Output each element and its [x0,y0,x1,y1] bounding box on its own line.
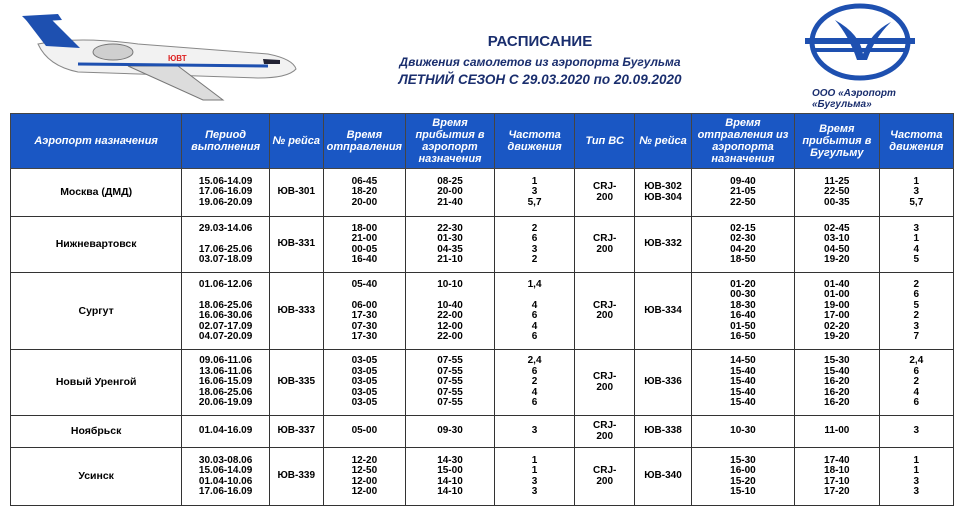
schedule-header [300,0,780,110]
arr-cell [406,416,495,448]
rfreq-cell [879,217,953,273]
arr-cell [406,169,495,217]
freq-value: 6 [531,310,538,321]
rflight-cell [635,350,692,416]
rdep-value: 15-20 [730,475,756,487]
freq-value [497,290,572,301]
rflight-value: ЮВ-338 [644,425,682,437]
rfreq-value: 2 [913,278,920,290]
rdep-value: 22-50 [730,196,756,208]
arr-value: 12-00 [437,320,463,332]
rdep-value: 04-20 [730,243,756,255]
period-value: 03.07-18.09 [198,254,253,265]
dep-value: 17-30 [351,331,378,342]
freq-cell [494,350,574,416]
rfreq-value: 5 [913,299,920,311]
rfreq-cell [879,350,953,416]
column-header: Частота движения [879,114,953,169]
arr-value: 20-00 [437,186,463,198]
rfreq-value: 1 [913,465,920,476]
period-cell [182,416,270,448]
rarr-value: 16-20 [824,376,850,388]
schedule-table [10,113,954,506]
rarr-value: 18-10 [824,465,850,476]
table-row [11,273,954,350]
rdep-value: 09-40 [730,175,756,187]
dep-value [326,290,404,301]
rflight-value: ЮВ-340 [644,470,682,482]
rfreq-value: 1 [913,233,920,244]
arr-value: 04-35 [437,243,463,255]
arr-value: 07-55 [437,376,463,388]
freq-value: 4 [531,320,538,332]
dep-value: 03-05 [351,355,378,367]
rfreq-value: 2 [913,376,920,388]
rfreq-value: 5,7 [909,196,924,208]
season-label: ЛЕТНИЙ СЕЗОН С 29.03.2020 по 20.09.2020 [398,72,682,87]
flight-cell: ЮВ-301 [269,169,323,217]
rarr-value: 19-00 [824,299,850,311]
freq-value: 2 [531,254,538,265]
rdep-value: 15-40 [730,376,756,388]
rflight-cell [635,169,692,217]
rarr-value: 17-20 [824,486,850,497]
column-header: Тип ВС [575,114,635,169]
rfreq-value: 3 [913,475,920,487]
dep-value: 18-20 [351,186,378,198]
table-row [11,350,954,416]
table-row [11,448,954,506]
column-header: Время прибытия в Бугульму [795,114,880,169]
freq-value: 3 [531,475,538,487]
rdep-value: 01-50 [730,320,756,332]
arr-value: 22-00 [437,310,463,321]
rdep-value: 18-50 [730,254,756,265]
dep-value: 03-05 [351,376,378,388]
rfreq-value: 1 [913,175,920,187]
rarr-cell [795,448,880,506]
airplane-image [18,14,303,106]
arr-value: 09-30 [437,425,463,437]
arr-value: 21-10 [437,254,463,265]
dep-value: 06-00 [351,299,378,311]
type-cell: CRJ- 200 [575,217,635,273]
dep-value: 21-00 [351,233,378,244]
rdep-cell [691,350,794,416]
rdep-value: 14-50 [730,355,756,367]
freq-value: 4 [531,299,538,311]
period-value: 01.04-16.09 [198,425,253,437]
destination-cell: Сургут [11,273,182,350]
dep-value: 05-00 [351,425,378,437]
arr-value: 14-30 [437,454,463,466]
arr-value: 15-00 [437,465,463,476]
rarr-value: 19-20 [824,254,850,265]
period-value: 16.06-30.06 [198,310,253,321]
dep-value: 00-05 [351,243,378,255]
period-value: 09.06-11.06 [199,355,253,367]
dep-value: 12-00 [351,486,378,497]
arr-value: 21-40 [437,196,463,208]
rfreq-value: 3 [913,222,920,234]
column-header: Время отправления из аэропорта назначения [691,114,794,169]
rfreq-cell [879,416,953,448]
dep-value: 07-30 [351,320,378,332]
rarr-value: 19-20 [824,331,850,342]
table-row [11,217,954,273]
period-value: 17.06-16.09 [198,486,253,497]
period-value: 20.06-19.09 [198,397,253,409]
dep-value: 06-45 [351,175,378,187]
rdep-cell [691,217,794,273]
rarr-value: 17-10 [824,475,850,487]
table-row [11,169,954,217]
rdep-value: 21-05 [730,186,756,198]
flight-cell: ЮВ-335 [269,350,323,416]
dep-value: 20-00 [351,196,378,208]
period-cell [182,169,270,217]
rarr-cell [795,217,880,273]
dep-value: 03-05 [351,397,378,409]
dep-value: 05-40 [351,278,378,290]
rflight-cell [635,416,692,448]
dep-value: 17-30 [351,310,378,321]
company-name: ООО «Аэропорт «Бугульма» [812,88,896,110]
rfreq-value: 2 [913,310,920,321]
arr-value: 14-10 [437,475,463,487]
rarr-value: 15-40 [824,365,850,377]
freq-value: 3 [531,243,538,255]
type-cell: CRJ- 200 [575,169,635,217]
rarr-cell [795,169,880,217]
flight-cell: ЮВ-331 [269,217,323,273]
rfreq-value: 6 [913,289,920,300]
period-value: 13.06-11.06 [199,365,253,377]
period-value: 18.06-25.06 [198,299,253,311]
rarr-value: 11-25 [824,175,850,187]
rarr-value: 01-40 [824,278,850,290]
period-value [184,290,267,301]
arr-cell [406,448,495,506]
table-row [11,416,954,448]
rflight-cell [635,273,692,350]
dep-cell [323,169,406,217]
rdep-value: 02-15 [730,222,756,234]
dep-cell [323,217,406,273]
rfreq-value: 3 [913,425,920,437]
dep-cell [323,273,406,350]
period-cell [182,350,270,416]
rflight-value: ЮВ-336 [644,376,682,388]
dep-value: 03-05 [351,386,378,398]
type-cell: CRJ- 200 [575,416,635,448]
rflight-value: ЮВ-334 [644,304,682,316]
freq-cell [494,448,574,506]
arr-cell [406,273,495,350]
destination-cell: Нижневартовск [11,217,182,273]
rflight-value: ЮВ-302 [644,181,682,192]
freq-cell [494,169,574,217]
dep-cell [323,416,406,448]
svg-text:ЮВТ: ЮВТ [168,54,187,63]
freq-value: 1 [531,454,538,466]
period-value: 29.03-14.06 [198,222,253,234]
rarr-cell [795,273,880,350]
rdep-value: 16-00 [730,465,756,476]
page-subtitle: Движения самолетов из аэропорта Бугульма [399,55,681,69]
rflight-cell [635,217,692,273]
rdep-value: 16-50 [730,331,756,342]
rflight-cell [635,448,692,506]
arr-value: 10-40 [437,299,463,311]
column-header: Частота движения [494,114,574,169]
rfreq-cell [879,169,953,217]
arr-value: 22-00 [437,331,463,342]
rfreq-value: 4 [913,243,920,255]
period-value: 15.06-14.09 [198,175,253,187]
rfreq-value: 2,4 [909,355,924,367]
rdep-value: 18-30 [730,299,756,311]
arr-value: 08-25 [437,175,463,187]
rflight-value: ЮВ-304 [644,191,682,203]
column-header: № рейса [269,114,323,169]
rflight-value: ЮВ-332 [644,238,682,250]
rarr-value: 02-20 [824,320,850,332]
flight-cell: ЮВ-339 [269,448,323,506]
period-value: 30.03-08.06 [198,454,253,466]
rarr-value: 04-50 [824,243,850,255]
dep-value: 12-20 [351,454,378,466]
freq-value: 6 [531,365,538,377]
type-cell: CRJ- 200 [575,273,635,350]
freq-value: 2 [531,376,538,388]
rfreq-value: 6 [913,365,920,377]
period-cell [182,448,270,506]
column-header: № рейса [635,114,692,169]
rfreq-value: 4 [913,386,920,398]
rfreq-value: 1 [913,454,920,466]
rarr-value: 16-20 [824,397,850,409]
airport-logo [805,2,915,82]
arr-cell [406,217,495,273]
rarr-value: 16-20 [824,386,850,398]
column-header: Период выполнения [182,114,270,169]
rdep-value: 00-30 [730,289,756,300]
freq-value: 6 [531,397,538,409]
arr-value: 07-55 [437,365,463,377]
rfreq-value: 3 [913,486,920,497]
column-header: Аэропорт назначения [11,114,182,169]
arr-value: 07-55 [437,386,463,398]
freq-cell [494,217,574,273]
destination-cell: Новый Уренгой [11,350,182,416]
rdep-value: 02-30 [730,233,756,244]
rarr-value: 03-10 [824,233,850,244]
period-value: 15.06-14.09 [198,465,253,476]
freq-value: 6 [531,233,538,244]
rdep-cell [691,169,794,217]
freq-value: 2,4 [527,355,542,367]
rfreq-cell [879,448,953,506]
rdep-value: 15-30 [730,454,756,466]
rarr-cell [795,350,880,416]
arr-cell [406,350,495,416]
freq-value: 4 [531,386,538,398]
period-value: 17.06-16.09 [198,186,253,198]
freq-value: 2 [531,222,538,234]
rarr-cell [795,416,880,448]
rdep-value: 15-40 [730,365,756,377]
freq-value: 1 [531,465,538,476]
arr-value: 22-30 [437,222,463,234]
rarr-value: 15-30 [824,355,850,367]
rarr-value: 22-50 [824,186,850,198]
rdep-value: 16-40 [730,310,756,321]
destination-cell: Ноябрьск [11,416,182,448]
rdep-value: 01-20 [730,278,756,290]
dep-cell [323,448,406,506]
freq-value: 3 [531,486,538,497]
freq-value: 5,7 [527,196,542,208]
period-value: 16.06-15.09 [198,376,253,388]
period-value: 01.04-10.06 [198,475,253,487]
destination-cell: Усинск [11,448,182,506]
flight-cell: ЮВ-333 [269,273,323,350]
period-value: 17.06-25.06 [198,243,253,255]
destination-cell: Москва (ДМД) [11,169,182,217]
column-header: Время отправления [323,114,406,169]
dep-cell [323,350,406,416]
type-cell: CRJ- 200 [575,448,635,506]
rdep-cell [691,273,794,350]
freq-cell [494,273,574,350]
rarr-value: 17-40 [824,454,850,466]
rfreq-value: 3 [913,186,920,198]
table-header-row [11,114,954,169]
freq-value: 6 [531,331,538,342]
arr-value: 07-55 [437,397,463,409]
period-cell [182,217,270,273]
freq-cell [494,416,574,448]
type-cell: CRJ- 200 [575,350,635,416]
freq-value: 3 [531,425,538,437]
arr-value [408,290,492,301]
rarr-value: 17-00 [824,310,850,321]
dep-value: 03-05 [351,365,378,377]
rarr-value: 11-00 [824,425,850,437]
period-value [184,234,267,245]
period-value: 19.06-20.09 [198,196,253,208]
freq-value: 3 [531,186,538,198]
rdep-value: 15-40 [730,386,756,398]
column-header: Время прибытия в аэропорт назначения [406,114,495,169]
period-value: 02.07-17.09 [198,320,253,332]
rdep-cell [691,416,794,448]
rdep-cell [691,448,794,506]
rdep-value: 15-40 [730,397,756,409]
rarr-value: 02-45 [824,222,850,234]
rfreq-value: 7 [913,331,920,342]
dep-value: 12-50 [351,465,378,476]
arr-value: 10-10 [437,278,463,290]
page-title: РАСПИСАНИЕ [487,33,593,50]
arr-value: 14-10 [437,486,463,497]
freq-value: 1,4 [527,278,542,290]
rdep-value: 10-30 [730,425,756,437]
rdep-value: 15-10 [730,486,756,497]
period-cell [182,273,270,350]
flight-cell: ЮВ-337 [269,416,323,448]
rfreq-value: 6 [913,397,920,409]
rfreq-cell [879,273,953,350]
arr-value: 07-55 [437,355,463,367]
rfreq-value: 3 [913,320,920,332]
rarr-value: 00-35 [824,196,850,208]
dep-value: 18-00 [351,222,378,234]
arr-value: 01-30 [437,233,463,244]
rarr-value: 01-00 [824,289,850,300]
period-value: 04.07-20.09 [198,331,253,342]
rfreq-value: 5 [913,254,920,265]
period-value: 18.06-25.06 [198,386,253,398]
period-value: 01.06-12.06 [198,278,253,290]
freq-value: 1 [531,175,538,187]
dep-value: 16-40 [351,254,378,265]
dep-value: 12-00 [351,475,378,487]
